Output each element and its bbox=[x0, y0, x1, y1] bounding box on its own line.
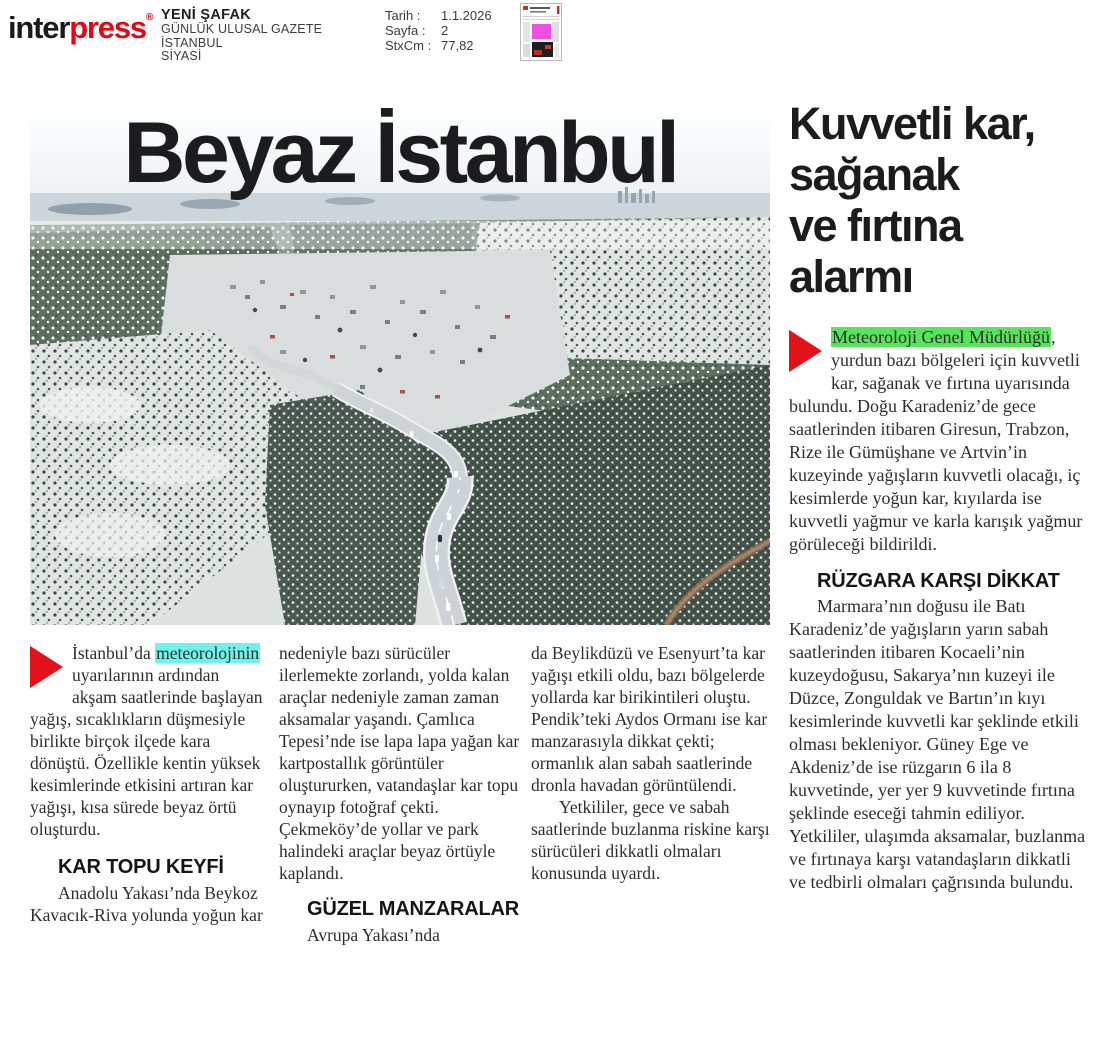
meta-label: StxCm : bbox=[385, 38, 432, 53]
highlighted-text: meteorolojinin bbox=[156, 643, 260, 663]
side-article-headline bbox=[789, 98, 1091, 302]
publication-name: YENİ ŞAFAK bbox=[161, 7, 252, 23]
meta-value-stxcm: 77,82 bbox=[441, 38, 474, 53]
logo-text-press: press bbox=[69, 10, 146, 45]
headline-line: Kuvvetli kar, bbox=[789, 98, 1035, 149]
headline-line: ve fırtına bbox=[789, 200, 962, 251]
lead-text bbox=[30, 643, 262, 839]
section-heading: GÜZEL MANZARALAR bbox=[307, 898, 519, 920]
paragraph: da Beylikdüzü ve Esenyurt’ta kar yağışı etkili oldu, bazı bölgelerde yollarda kar birikintileri oluştu. Pendik’teki Aydos Ormanı ise kar manzarasıyla dikkat çekti; ormanlık alan sabah saatlerinde dronla havadan görüntülendi. bbox=[531, 643, 768, 795]
publication-city: İSTANBUL bbox=[161, 35, 223, 50]
publication-category: SİYASİ bbox=[161, 49, 202, 63]
text-segment: uyarılarının ardından akşam saatlerinde başlayan yağış, sıcaklıkların düşmesiyle birlikte birçok ilçede kara dönüştü. Özellikle kentin yüksek kesimlerinde etkisini artıran kar yağışı, kısa sürede beyaz örtü oluşturdu. bbox=[30, 665, 263, 839]
side-article bbox=[789, 98, 1091, 894]
publication-info bbox=[161, 8, 322, 64]
text-segment: İstanbul’da bbox=[72, 643, 156, 663]
headline-line: sağanak bbox=[789, 149, 959, 200]
paragraph: Yetkililer, gece ve sabah saatlerinde buzlanma riskine karşı sürücüleri dikkatli olmaları konusunda uyardı. bbox=[531, 797, 770, 883]
registered-mark-icon: ® bbox=[145, 12, 154, 23]
text-segment: , yurdun bazı bölgeleri için kuvvetli kar, sağanak ve fırtına uyarısında bulundu. Doğu Karadeniz’de gece saatlerinden itibaren Giresun, Trabzon, Rize ile Gümüşhane ve Artvin’in kuzeyinde yağışların kuvvetli olacağı, iç kesimlerde yoğun kar, kıyılarda ise kuvvetli yağmur ve karla karışık yağmur görüleceği bildirildi. bbox=[789, 327, 1083, 554]
meta-value-page: 2 bbox=[441, 23, 449, 38]
page-thumbnail[interactable] bbox=[520, 3, 562, 61]
lead-paragraph bbox=[30, 642, 268, 840]
meta-row-page bbox=[385, 23, 492, 38]
section-heading: KAR TOPU KEYFİ bbox=[58, 856, 224, 878]
meta-row-date bbox=[385, 8, 492, 23]
lead-text bbox=[789, 327, 1082, 554]
article-column-2 bbox=[279, 642, 521, 946]
publication-type: GÜNLÜK ULUSAL GAZETE bbox=[161, 22, 323, 36]
meta-label: Sayfa : bbox=[385, 23, 426, 38]
article-photo bbox=[30, 105, 770, 625]
meta-value-date: 1.1.2026 bbox=[441, 8, 492, 23]
meta-row-stxcm bbox=[385, 38, 492, 53]
paragraph: nedeniyle bazı sürücüler ilerlemekte zorlandı, yolda kalan araçlar nedeniyle zaman zaman aksamalar yaşandı. Çamlıca Tepesi’nde ise lapa lapa yağan kar kartpostallık görüntüler oluştururken, vatandaşlar kar topu oynayıp fotoğraf çekti. Çekmeköy’de yollar ve park halindeki araçlar beyaz örtüyle kaplandı. bbox=[279, 643, 520, 883]
page-thumbnail-image bbox=[521, 4, 561, 60]
meta-label: Tarih : bbox=[385, 8, 421, 23]
clip-metadata bbox=[385, 8, 492, 53]
interpress-logo bbox=[8, 10, 153, 46]
red-triangle-bullet-icon bbox=[30, 645, 63, 689]
red-triangle-bullet-icon bbox=[789, 329, 822, 373]
main-headline: Beyaz İstanbul bbox=[123, 105, 677, 201]
paragraph: Marmara’nın doğusu ile Batı Karadeniz’de yağışların yarın sabah saatlerinden itibaren Kocaeli’nin kuzeydoğusu, Sakarya’nın kuzeyi ile Düzce, Zonguldak ve Bartın’ın kıyı kesimlerinde kuvvetli kar şeklinde etkili olması bekleniyor. Güney Ege ve Akdeniz’de ise rüzgarın 6 ila 8 kuvvetinde, yer yer 9 kuvvetinde fırtına şeklinde eseceği tahmin ediliyor. Yetkililer, ulaşımda aksamalar, buzlanma ve fırtınaya karşı vatandaşların dikkatli ve tedbirli olmaları çağrısında bulundu. bbox=[789, 596, 1086, 892]
highlighted-text: Meteoroloji Genel Müdürlüğü bbox=[832, 327, 1050, 347]
lead-paragraph bbox=[789, 326, 1091, 556]
article-column-1 bbox=[30, 642, 268, 926]
section-heading: RÜZGARA KARŞI DİKKAT bbox=[817, 570, 1060, 592]
article-column-3 bbox=[531, 642, 771, 884]
paragraph: Anadolu Yakası’nda Beykoz Kavacık-Riva yolunda yoğun kar bbox=[30, 883, 263, 925]
headline-line: alarmı bbox=[789, 251, 913, 302]
logo-text-inter: inter bbox=[8, 10, 70, 45]
paragraph: Avrupa Yakası’nda bbox=[307, 925, 440, 945]
